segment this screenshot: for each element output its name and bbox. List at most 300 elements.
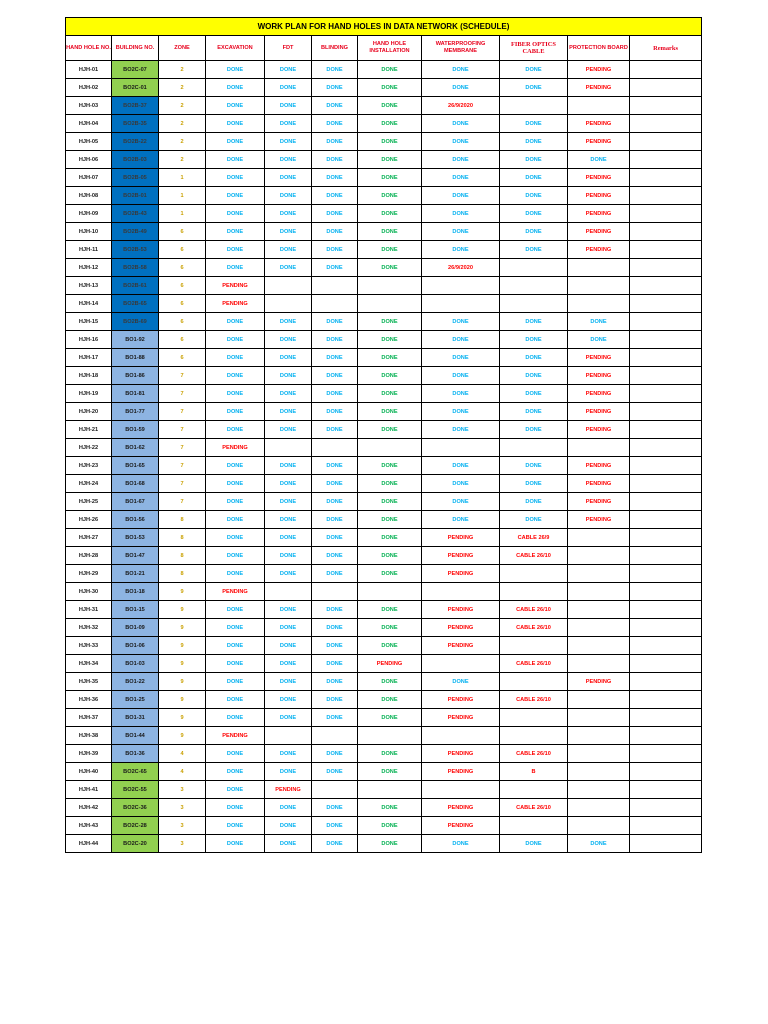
cell-building-no: BO1-53 (112, 529, 159, 547)
cell-hand-hole-no: HJH-20 (66, 403, 112, 421)
cell-hand-hole-no: HJH-25 (66, 493, 112, 511)
cell-protection-board (568, 727, 630, 745)
cell-hand-hole-installation: DONE (358, 385, 422, 403)
cell-remarks (630, 457, 702, 475)
table-row (66, 151, 702, 169)
cell-excavation: PENDING (206, 439, 265, 457)
cell-remarks (630, 439, 702, 457)
cell-protection-board: PENDING (568, 241, 630, 259)
cell-building-no: BO1-09 (112, 619, 159, 637)
cell-remarks (630, 367, 702, 385)
cell-hand-hole-installation: DONE (358, 835, 422, 853)
cell-hand-hole-installation (358, 727, 422, 745)
cell-zone: 9 (159, 655, 206, 673)
cell-building-no: BO1-81 (112, 385, 159, 403)
cell-protection-board: PENDING (568, 457, 630, 475)
cell-fiber-optics-cable: CABLE 26/10 (500, 547, 568, 565)
cell-protection-board: PENDING (568, 79, 630, 97)
cell-fiber-optics-cable: DONE (500, 349, 568, 367)
cell-blinding: DONE (312, 205, 358, 223)
cell-waterproofing-membrane: DONE (422, 241, 500, 259)
table-row (66, 205, 702, 223)
cell-waterproofing-membrane (422, 583, 500, 601)
cell-protection-board (568, 547, 630, 565)
cell-waterproofing-membrane: DONE (422, 367, 500, 385)
cell-remarks (630, 727, 702, 745)
table-row (66, 97, 702, 115)
cell-waterproofing-membrane: DONE (422, 79, 500, 97)
cell-remarks (630, 169, 702, 187)
cell-fiber-optics-cable: CABLE 26/10 (500, 601, 568, 619)
cell-hand-hole-no: HJH-33 (66, 637, 112, 655)
cell-fdt: DONE (265, 241, 312, 259)
cell-fdt: DONE (265, 133, 312, 151)
cell-fiber-optics-cable: DONE (500, 79, 568, 97)
cell-blinding: DONE (312, 601, 358, 619)
cell-building-no: BO1-88 (112, 349, 159, 367)
cell-building-no: BO1-18 (112, 583, 159, 601)
cell-building-no: BO1-36 (112, 745, 159, 763)
cell-excavation: DONE (206, 565, 265, 583)
cell-zone: 9 (159, 619, 206, 637)
cell-waterproofing-membrane: DONE (422, 457, 500, 475)
cell-hand-hole-installation: DONE (358, 151, 422, 169)
cell-zone: 8 (159, 529, 206, 547)
cell-zone: 9 (159, 637, 206, 655)
cell-zone: 7 (159, 439, 206, 457)
cell-fiber-optics-cable: DONE (500, 169, 568, 187)
cell-excavation: DONE (206, 673, 265, 691)
cell-remarks (630, 799, 702, 817)
cell-hand-hole-no: HJH-10 (66, 223, 112, 241)
cell-hand-hole-installation: DONE (358, 799, 422, 817)
cell-zone: 2 (159, 61, 206, 79)
table-row (66, 259, 702, 277)
cell-protection-board (568, 709, 630, 727)
cell-zone: 9 (159, 583, 206, 601)
cell-zone: 8 (159, 547, 206, 565)
cell-fdt: DONE (265, 475, 312, 493)
cell-waterproofing-membrane: DONE (422, 493, 500, 511)
cell-building-no: BO1-03 (112, 655, 159, 673)
cell-waterproofing-membrane: DONE (422, 511, 500, 529)
cell-hand-hole-installation: DONE (358, 457, 422, 475)
cell-fdt (265, 727, 312, 745)
cell-blinding: DONE (312, 511, 358, 529)
cell-fdt: DONE (265, 601, 312, 619)
cell-protection-board (568, 565, 630, 583)
cell-waterproofing-membrane (422, 781, 500, 799)
cell-hand-hole-installation: DONE (358, 421, 422, 439)
cell-building-no: BO2B-35 (112, 115, 159, 133)
cell-fiber-optics-cable: DONE (500, 151, 568, 169)
cell-waterproofing-membrane: PENDING (422, 763, 500, 781)
cell-zone: 9 (159, 601, 206, 619)
cell-fdt: DONE (265, 673, 312, 691)
cell-hand-hole-installation: DONE (358, 133, 422, 151)
cell-waterproofing-membrane: DONE (422, 61, 500, 79)
cell-excavation: DONE (206, 511, 265, 529)
cell-protection-board (568, 583, 630, 601)
cell-protection-board: DONE (568, 151, 630, 169)
cell-protection-board (568, 745, 630, 763)
cell-fdt: DONE (265, 763, 312, 781)
cell-fdt: DONE (265, 745, 312, 763)
cell-blinding: DONE (312, 367, 358, 385)
cell-protection-board: PENDING (568, 223, 630, 241)
cell-blinding: DONE (312, 763, 358, 781)
cell-zone: 8 (159, 565, 206, 583)
cell-hand-hole-no: HJH-15 (66, 313, 112, 331)
cell-zone: 9 (159, 727, 206, 745)
cell-fdt: DONE (265, 421, 312, 439)
cell-protection-board: PENDING (568, 115, 630, 133)
cell-fiber-optics-cable (500, 637, 568, 655)
cell-fdt: DONE (265, 385, 312, 403)
table-row (66, 817, 702, 835)
cell-building-no: BO2C-07 (112, 61, 159, 79)
cell-hand-hole-no: HJH-12 (66, 259, 112, 277)
cell-waterproofing-membrane: DONE (422, 835, 500, 853)
cell-hand-hole-no: HJH-35 (66, 673, 112, 691)
cell-waterproofing-membrane: DONE (422, 133, 500, 151)
col-zone: ZONE (159, 36, 206, 61)
cell-fdt: DONE (265, 205, 312, 223)
cell-protection-board: PENDING (568, 403, 630, 421)
table-row (66, 277, 702, 295)
cell-hand-hole-no: HJH-23 (66, 457, 112, 475)
col-blinding: BLINDING (312, 36, 358, 61)
cell-blinding: DONE (312, 421, 358, 439)
cell-hand-hole-no: HJH-39 (66, 745, 112, 763)
cell-blinding: DONE (312, 619, 358, 637)
cell-blinding (312, 727, 358, 745)
cell-building-no: BO1-44 (112, 727, 159, 745)
cell-hand-hole-no: HJH-05 (66, 133, 112, 151)
cell-hand-hole-no: HJH-19 (66, 385, 112, 403)
cell-building-no: BO1-22 (112, 673, 159, 691)
cell-blinding (312, 277, 358, 295)
table-row (66, 421, 702, 439)
cell-remarks (630, 511, 702, 529)
table-row (66, 781, 702, 799)
cell-fiber-optics-cable: CABLE 26/9 (500, 529, 568, 547)
cell-waterproofing-membrane (422, 439, 500, 457)
cell-fiber-optics-cable (500, 97, 568, 115)
cell-excavation: DONE (206, 709, 265, 727)
cell-zone: 7 (159, 457, 206, 475)
cell-blinding: DONE (312, 259, 358, 277)
cell-hand-hole-no: HJH-31 (66, 601, 112, 619)
table-row (66, 115, 702, 133)
cell-blinding: DONE (312, 457, 358, 475)
cell-hand-hole-no: HJH-34 (66, 655, 112, 673)
cell-remarks (630, 637, 702, 655)
cell-blinding: DONE (312, 529, 358, 547)
cell-hand-hole-no: HJH-40 (66, 763, 112, 781)
cell-zone: 9 (159, 691, 206, 709)
cell-excavation: DONE (206, 475, 265, 493)
cell-excavation: DONE (206, 817, 265, 835)
cell-remarks (630, 277, 702, 295)
cell-fdt: DONE (265, 259, 312, 277)
cell-hand-hole-installation (358, 295, 422, 313)
cell-zone: 2 (159, 133, 206, 151)
cell-fiber-optics-cable (500, 817, 568, 835)
cell-building-no: BO1-25 (112, 691, 159, 709)
cell-hand-hole-installation: DONE (358, 637, 422, 655)
cell-protection-board: PENDING (568, 205, 630, 223)
cell-building-no: BO1-56 (112, 511, 159, 529)
cell-hand-hole-no: HJH-03 (66, 97, 112, 115)
cell-remarks (630, 709, 702, 727)
cell-remarks (630, 673, 702, 691)
table-row (66, 133, 702, 151)
cell-hand-hole-no: HJH-07 (66, 169, 112, 187)
cell-hand-hole-no: HJH-42 (66, 799, 112, 817)
cell-hand-hole-no: HJH-43 (66, 817, 112, 835)
cell-waterproofing-membrane: PENDING (422, 745, 500, 763)
cell-fiber-optics-cable: CABLE 26/10 (500, 799, 568, 817)
cell-waterproofing-membrane: DONE (422, 403, 500, 421)
cell-building-no: BO1-67 (112, 493, 159, 511)
cell-hand-hole-installation: DONE (358, 745, 422, 763)
cell-hand-hole-installation: DONE (358, 601, 422, 619)
cell-building-no: BO1-15 (112, 601, 159, 619)
cell-building-no: BO2C-65 (112, 763, 159, 781)
table-row (66, 727, 702, 745)
cell-fdt (265, 439, 312, 457)
cell-zone: 6 (159, 313, 206, 331)
cell-hand-hole-no: HJH-21 (66, 421, 112, 439)
cell-remarks (630, 259, 702, 277)
cell-zone: 9 (159, 709, 206, 727)
table-row (66, 529, 702, 547)
cell-excavation: PENDING (206, 727, 265, 745)
cell-excavation: DONE (206, 187, 265, 205)
cell-excavation: DONE (206, 259, 265, 277)
table-row (66, 349, 702, 367)
cell-fiber-optics-cable: DONE (500, 241, 568, 259)
cell-protection-board: PENDING (568, 385, 630, 403)
cell-remarks (630, 133, 702, 151)
cell-fdt: DONE (265, 61, 312, 79)
cell-hand-hole-no: HJH-06 (66, 151, 112, 169)
cell-excavation: PENDING (206, 295, 265, 313)
cell-hand-hole-no: HJH-04 (66, 115, 112, 133)
table-row (66, 295, 702, 313)
cell-hand-hole-no: HJH-02 (66, 79, 112, 97)
cell-building-no: BO2B-65 (112, 295, 159, 313)
cell-fiber-optics-cable: DONE (500, 313, 568, 331)
cell-blinding: DONE (312, 547, 358, 565)
cell-hand-hole-installation: DONE (358, 403, 422, 421)
cell-fiber-optics-cable: DONE (500, 133, 568, 151)
cell-fdt (265, 277, 312, 295)
cell-remarks (630, 763, 702, 781)
col-hand-hole-installation: HAND HOLE INSTALLATION (358, 36, 422, 61)
cell-building-no: BO2C-36 (112, 799, 159, 817)
table-title: WORK PLAN FOR HAND HOLES IN DATA NETWORK (SCHEDULE) (66, 18, 702, 36)
cell-hand-hole-no: HJH-08 (66, 187, 112, 205)
cell-protection-board: DONE (568, 835, 630, 853)
table-row (66, 835, 702, 853)
cell-blinding: DONE (312, 349, 358, 367)
cell-fiber-optics-cable: DONE (500, 385, 568, 403)
cell-remarks (630, 241, 702, 259)
cell-excavation: DONE (206, 205, 265, 223)
cell-hand-hole-no: HJH-18 (66, 367, 112, 385)
cell-excavation: DONE (206, 457, 265, 475)
cell-waterproofing-membrane: DONE (422, 223, 500, 241)
cell-waterproofing-membrane: PENDING (422, 601, 500, 619)
table-row (66, 385, 702, 403)
cell-fiber-optics-cable: DONE (500, 493, 568, 511)
cell-fiber-optics-cable: B (500, 763, 568, 781)
cell-hand-hole-installation: DONE (358, 169, 422, 187)
table-row (66, 763, 702, 781)
cell-waterproofing-membrane: DONE (422, 421, 500, 439)
cell-zone: 4 (159, 763, 206, 781)
cell-hand-hole-installation: DONE (358, 547, 422, 565)
cell-hand-hole-installation (358, 781, 422, 799)
cell-fiber-optics-cable: DONE (500, 457, 568, 475)
cell-excavation: DONE (206, 331, 265, 349)
cell-fiber-optics-cable (500, 277, 568, 295)
cell-building-no: BO1-06 (112, 637, 159, 655)
cell-blinding (312, 295, 358, 313)
cell-blinding: DONE (312, 799, 358, 817)
cell-hand-hole-installation: DONE (358, 241, 422, 259)
cell-building-no: BO2B-01 (112, 187, 159, 205)
cell-hand-hole-installation: DONE (358, 619, 422, 637)
cell-excavation: DONE (206, 115, 265, 133)
cell-blinding: DONE (312, 745, 358, 763)
cell-remarks (630, 187, 702, 205)
cell-fiber-optics-cable: DONE (500, 223, 568, 241)
cell-fdt: DONE (265, 97, 312, 115)
cell-zone: 3 (159, 817, 206, 835)
cell-zone: 2 (159, 115, 206, 133)
cell-building-no: BO1-47 (112, 547, 159, 565)
cell-protection-board (568, 691, 630, 709)
cell-hand-hole-no: HJH-26 (66, 511, 112, 529)
cell-protection-board: PENDING (568, 511, 630, 529)
cell-blinding: DONE (312, 403, 358, 421)
cell-fiber-optics-cable: DONE (500, 835, 568, 853)
cell-protection-board (568, 277, 630, 295)
cell-fiber-optics-cable: CABLE 26/10 (500, 691, 568, 709)
cell-building-no: BO2B-05 (112, 169, 159, 187)
cell-fdt: DONE (265, 709, 312, 727)
cell-fiber-optics-cable (500, 781, 568, 799)
cell-building-no: BO2B-43 (112, 205, 159, 223)
cell-excavation: DONE (206, 781, 265, 799)
cell-fdt: DONE (265, 331, 312, 349)
cell-hand-hole-installation: DONE (358, 115, 422, 133)
cell-fiber-optics-cable: CABLE 26/10 (500, 745, 568, 763)
cell-blinding: DONE (312, 565, 358, 583)
cell-zone: 3 (159, 835, 206, 853)
cell-waterproofing-membrane: DONE (422, 385, 500, 403)
table-row (66, 223, 702, 241)
cell-building-no: BO1-31 (112, 709, 159, 727)
cell-fiber-optics-cable: CABLE 26/10 (500, 619, 568, 637)
cell-excavation: DONE (206, 313, 265, 331)
cell-fdt: DONE (265, 799, 312, 817)
cell-remarks (630, 655, 702, 673)
table-row (66, 511, 702, 529)
cell-protection-board (568, 97, 630, 115)
cell-fdt: DONE (265, 79, 312, 97)
cell-blinding: DONE (312, 115, 358, 133)
cell-hand-hole-installation: DONE (358, 259, 422, 277)
cell-blinding: DONE (312, 817, 358, 835)
cell-excavation: DONE (206, 763, 265, 781)
table-row (66, 313, 702, 331)
cell-excavation: DONE (206, 133, 265, 151)
cell-remarks (630, 493, 702, 511)
table-row (66, 655, 702, 673)
cell-fiber-optics-cable (500, 565, 568, 583)
cell-zone: 1 (159, 205, 206, 223)
cell-remarks (630, 475, 702, 493)
col-waterproofing-membrane: WATERPROOFING MEMBRANE (422, 36, 500, 61)
cell-remarks (630, 331, 702, 349)
cell-hand-hole-installation: DONE (358, 61, 422, 79)
cell-hand-hole-installation: PENDING (358, 655, 422, 673)
table-row (66, 475, 702, 493)
cell-hand-hole-no: HJH-29 (66, 565, 112, 583)
cell-hand-hole-installation (358, 277, 422, 295)
col-excavation: EXCAVATION (206, 36, 265, 61)
cell-excavation: PENDING (206, 583, 265, 601)
cell-zone: 2 (159, 79, 206, 97)
cell-building-no: BO1-68 (112, 475, 159, 493)
cell-hand-hole-installation: DONE (358, 205, 422, 223)
cell-protection-board: PENDING (568, 133, 630, 151)
cell-fdt: DONE (265, 223, 312, 241)
cell-protection-board (568, 799, 630, 817)
table-row (66, 799, 702, 817)
cell-remarks (630, 565, 702, 583)
cell-building-no: BO2B-49 (112, 223, 159, 241)
cell-remarks (630, 619, 702, 637)
cell-fiber-optics-cable: CABLE 26/10 (500, 655, 568, 673)
cell-protection-board: PENDING (568, 475, 630, 493)
cell-protection-board (568, 619, 630, 637)
cell-blinding (312, 439, 358, 457)
cell-fdt (265, 295, 312, 313)
cell-remarks (630, 745, 702, 763)
cell-fiber-optics-cable: DONE (500, 403, 568, 421)
table-row (66, 241, 702, 259)
cell-blinding: DONE (312, 151, 358, 169)
cell-remarks (630, 601, 702, 619)
cell-waterproofing-membrane: PENDING (422, 691, 500, 709)
table-row (66, 547, 702, 565)
cell-blinding: DONE (312, 691, 358, 709)
cell-blinding: DONE (312, 313, 358, 331)
table-row (66, 745, 702, 763)
cell-hand-hole-no: HJH-01 (66, 61, 112, 79)
cell-waterproofing-membrane: DONE (422, 151, 500, 169)
cell-excavation: DONE (206, 691, 265, 709)
cell-zone: 6 (159, 277, 206, 295)
cell-zone: 6 (159, 259, 206, 277)
cell-remarks (630, 313, 702, 331)
cell-protection-board (568, 259, 630, 277)
